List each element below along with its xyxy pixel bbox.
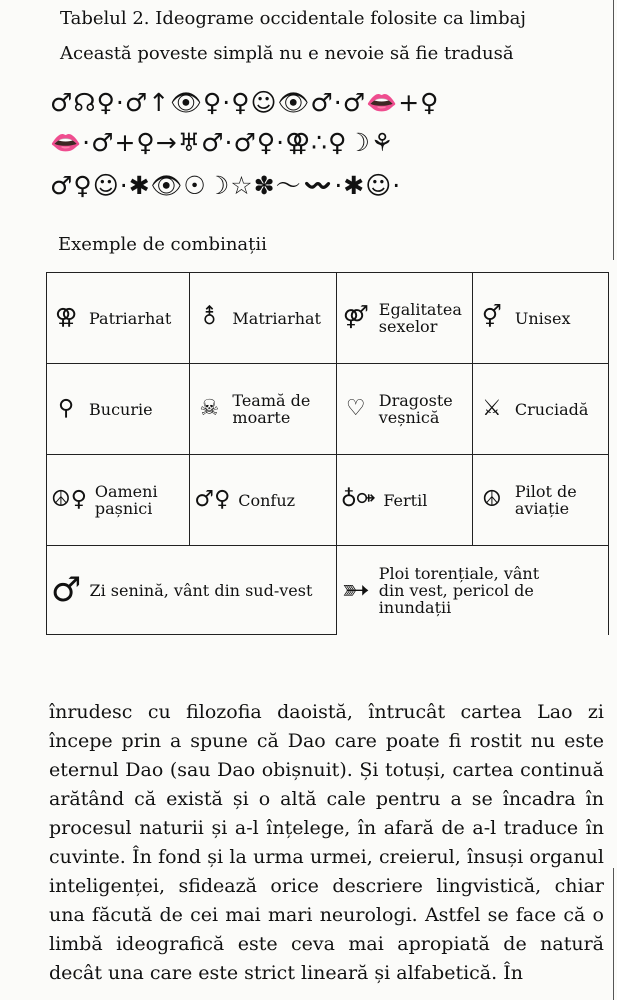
cell-label: Fertil (383, 490, 428, 510)
cell-label: Confuz (238, 490, 296, 510)
heart-arrow-icon: ♡ (345, 396, 366, 421)
pilot-icon: ☮ (481, 487, 502, 512)
cell-label: Ploi torențiale, vânt din vest, pericol de inundații (378, 563, 540, 617)
table-row (47, 455, 609, 546)
table-row (47, 364, 609, 455)
skull-icon: ☠ (199, 396, 220, 421)
cell-label: Teamă de moarte (232, 391, 311, 427)
table-cell (472, 455, 608, 546)
table-row (47, 546, 609, 635)
cell-label: Pilot de aviație (514, 482, 577, 518)
paragraph-text: înrudesc cu filozofia daoistă, întrucât cartea Lao zi începe prin a spune că Dao care poate fi rostit nu este eternul Dao (sau Dao obișnuit). Și totuși, cartea continuă arătând că există și o altă cale pentru a se încadra în procesul naturii și a-l înțelege, în afară de a-l traduce în cuvinte. În fond și la urma urmei, creierul, însuși organul inteligenței, sfidează orice descriere lingvistică, chiar una făcută de cei mai mari neurologi. Astfel se face că o limbă ideografică este ceva mai apropiată de natură decât una care este strict lineară și alfabetică. În (49, 701, 604, 984)
table-row (47, 273, 609, 364)
equality-icon: ⚤ (342, 305, 369, 330)
table-cell (47, 364, 190, 455)
table-cell (336, 273, 472, 364)
fertile-icon: ♁⚩ (340, 487, 376, 512)
crusade-icon: ⚔ (481, 396, 502, 421)
rain-arrow-icon: ➳ (341, 570, 371, 611)
ideogram-row-1: ♂☊♀·♂↑👁♀·♀☺👁♂·♂👄+♀ (50, 88, 440, 117)
unisex-icon: ⚥ (481, 305, 502, 330)
table-cell (472, 364, 608, 455)
cell-label: Dragoste veșnică (378, 391, 453, 427)
table-cell (47, 546, 337, 635)
cell-label: Egalitatea sexelor (378, 300, 462, 336)
cell-label: Zi senină, vânt din sud-vest (89, 580, 313, 600)
table-cell (47, 273, 190, 364)
table-cell (47, 455, 190, 546)
page-edge-line (613, 0, 614, 260)
table-caption: Tabelul 2. Ideograme occidentale folosite ca limbaj (60, 8, 526, 29)
joy-icon: ⚲ (57, 396, 75, 421)
body-paragraph (49, 698, 604, 988)
table-cell (190, 364, 336, 455)
cell-label: Oameni pașnici (94, 482, 158, 518)
ideogram-row-2: 👄·♂+♀→♅♂·♂♀·⚢∴♀☽⚘ (50, 128, 395, 157)
peace-icon: ☮♀ (51, 487, 87, 512)
table-cell (190, 273, 336, 364)
table-cell (190, 455, 336, 546)
table-cell (472, 273, 608, 364)
ideogram-row-3: ♂♀☺·✱👁☉☽☆✽〜〰·✱☺· (50, 171, 402, 200)
confused-icon: ♂♀ (194, 487, 231, 512)
table-cell (336, 546, 608, 635)
table-cell (336, 455, 472, 546)
weather-wind-icon: ♂ (51, 570, 82, 610)
table-cell (336, 364, 472, 455)
matriarchy-icon: ⚨ (200, 305, 219, 330)
story-caption: Această poveste simplă nu e nevoie să fie tradusă (60, 43, 514, 64)
page-edge-line (613, 868, 614, 1000)
cell-label: Matriarhat (232, 308, 321, 328)
cell-label: Patriarhat (89, 308, 172, 328)
cell-label: Bucurie (89, 399, 153, 419)
patriarchy-icon: ⚢ (54, 305, 78, 330)
combinations-table (46, 272, 609, 635)
cell-label: Cruciadă (514, 399, 589, 419)
cell-label: Unisex (514, 308, 571, 328)
examples-heading: Exemple de combinații (58, 234, 267, 255)
